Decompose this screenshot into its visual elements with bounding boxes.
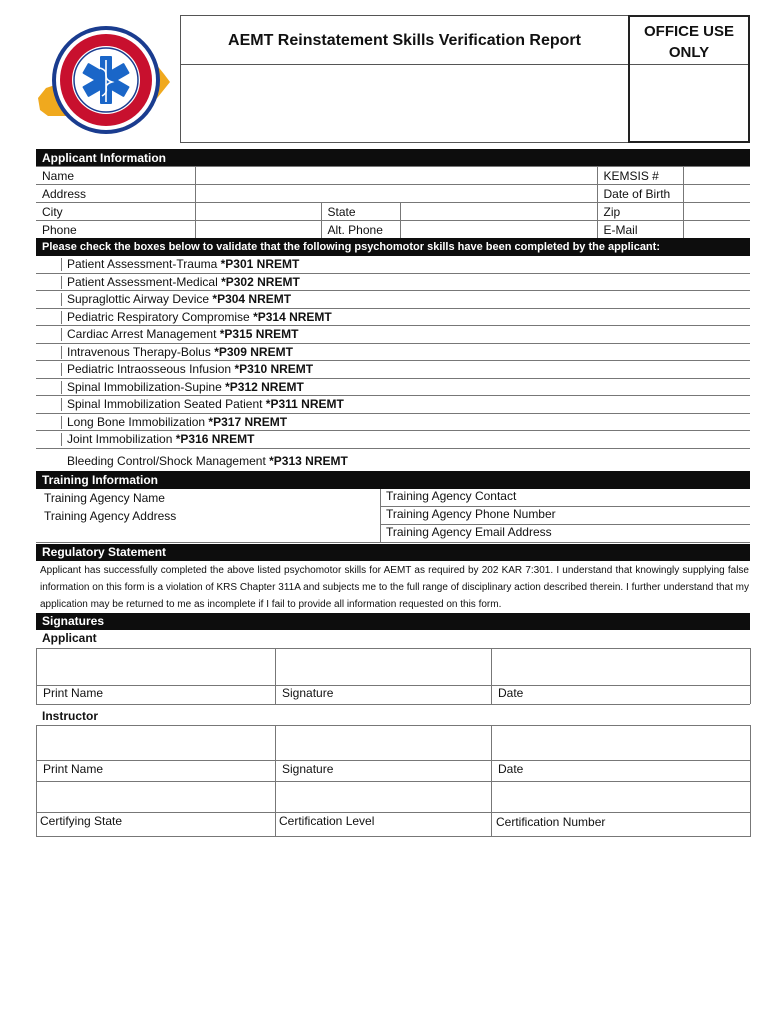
applicant-info-grid bbox=[36, 166, 750, 239]
skill-name: Spinal Immobilization Seated Patient bbox=[67, 397, 266, 411]
certification-number-label: Certification Number bbox=[496, 815, 606, 829]
skill-code: *P301 NREMT bbox=[220, 257, 300, 271]
label-agency-address: Training Agency Address bbox=[44, 509, 177, 523]
skill-row bbox=[36, 396, 750, 414]
office-use-label bbox=[630, 21, 748, 63]
skill-label bbox=[67, 292, 291, 306]
skill-label bbox=[67, 432, 254, 446]
state-field[interactable] bbox=[400, 203, 597, 221]
address-field[interactable] bbox=[195, 185, 597, 203]
certifying-state-label: Certifying State bbox=[40, 814, 123, 828]
skill-checkbox[interactable] bbox=[38, 276, 62, 289]
instructor-signature-label: Signature bbox=[282, 762, 334, 776]
skill-checkbox[interactable] bbox=[38, 258, 62, 271]
skills-instructions: Please check the boxes below to validate that the following psychomotor skills have been completed by the applicant: bbox=[36, 238, 750, 256]
training-info-header: Training Information bbox=[36, 471, 750, 489]
label-agency-phone: Training Agency Phone Number bbox=[386, 507, 556, 521]
skill-name: Joint Immobilization bbox=[67, 432, 176, 446]
skill-code: *P315 NREMT bbox=[219, 327, 299, 341]
skill-checkbox[interactable] bbox=[38, 328, 62, 341]
instructor-date-field[interactable] bbox=[492, 726, 750, 760]
skill-label bbox=[67, 275, 300, 289]
skill-name: Cardiac Arrest Management bbox=[67, 327, 220, 341]
skill-code: *P309 NREMT bbox=[214, 344, 293, 359]
skill-name: Patient Assessment-Trauma bbox=[67, 257, 221, 271]
skill-name: Pediatric Respiratory Compromise bbox=[67, 309, 254, 324]
kbems-logo bbox=[36, 18, 174, 142]
kemsis-field[interactable] bbox=[683, 167, 750, 185]
skill-label bbox=[67, 397, 344, 411]
applicant-signature-field[interactable] bbox=[276, 649, 491, 685]
instructor-date-label: Date bbox=[498, 762, 524, 776]
skill-row bbox=[36, 431, 750, 449]
instructor-print-name-label: Print Name bbox=[43, 762, 104, 776]
applicant-print-name-field[interactable] bbox=[36, 649, 275, 685]
office-use-divider bbox=[630, 64, 748, 65]
skill-name: Supraglottic Airway Device bbox=[67, 292, 213, 306]
skill-checkbox[interactable] bbox=[38, 381, 62, 394]
skill-checkbox[interactable] bbox=[38, 293, 62, 306]
skill-code: *P312 NREMT bbox=[225, 379, 304, 394]
label-alt-phone: Alt. Phone bbox=[321, 221, 400, 239]
skill-label bbox=[67, 345, 293, 359]
office-use-line2: ONLY bbox=[668, 44, 710, 61]
skill-name: Pediatric Intraosseous Infusion bbox=[67, 362, 235, 376]
certifying-state-field[interactable] bbox=[36, 782, 275, 812]
applicant-signature-label: Signature bbox=[282, 686, 334, 700]
signatures-header: Signatures bbox=[36, 613, 750, 630]
skill-code: *P316 NREMT bbox=[175, 432, 255, 446]
skill-code: *P314 NREMT bbox=[253, 309, 332, 324]
label-dob: Date of Birth bbox=[597, 185, 683, 203]
label-email: E-Mail bbox=[597, 221, 683, 239]
label-phone: Phone bbox=[36, 221, 195, 239]
label-agency-name: Training Agency Name bbox=[44, 491, 165, 505]
skill-checkbox[interactable] bbox=[38, 433, 62, 446]
applicant-subheader: Applicant bbox=[42, 631, 97, 645]
label-agency-email: Training Agency Email Address bbox=[386, 525, 552, 539]
skill-label bbox=[67, 327, 298, 341]
label-state: State bbox=[321, 203, 400, 221]
skill-label bbox=[67, 380, 304, 394]
skills-list bbox=[36, 256, 750, 470]
alt-phone-field[interactable] bbox=[400, 221, 597, 239]
instructor-print-name-field[interactable] bbox=[36, 726, 275, 760]
skill-row bbox=[36, 326, 750, 344]
skill-checkbox[interactable] bbox=[38, 363, 62, 376]
instructor-subheader: Instructor bbox=[42, 709, 99, 723]
regulatory-header: Regulatory Statement bbox=[36, 544, 750, 561]
name-field[interactable] bbox=[195, 167, 597, 185]
label-kemsis: KEMSIS # bbox=[597, 167, 683, 185]
applicant-date-field[interactable] bbox=[492, 649, 750, 685]
skill-row bbox=[36, 361, 750, 379]
email-field[interactable] bbox=[683, 221, 750, 239]
skill-row bbox=[36, 256, 750, 274]
skill-name: Long Bone Immobilization bbox=[67, 414, 209, 429]
skill-row bbox=[36, 414, 750, 432]
city-field[interactable] bbox=[195, 203, 321, 221]
applicant-date-label: Date bbox=[498, 686, 524, 700]
skill-name: Spinal Immobilization-Supine bbox=[67, 379, 226, 394]
skill-name: Intravenous Therapy-Bolus bbox=[67, 344, 215, 359]
skill-row bbox=[36, 291, 750, 309]
regulatory-text: Applicant has successfully completed the above listed psychomotor skills for AEMT as required by 202 KAR 7:301. I understand that knowingly supplying false information on this form is a violation of KRS Chapter 311A and subjects me to the full range of disciplinary action described therein. I further understand that my application may be returned to me as incomplete if I fail to provide all information requested on this form. bbox=[40, 565, 749, 610]
skill-row bbox=[36, 449, 750, 470]
skill-checkbox[interactable] bbox=[38, 311, 62, 324]
skill-name: Bleeding Control/Shock Management bbox=[67, 453, 270, 468]
dob-field[interactable] bbox=[683, 185, 750, 203]
skill-label bbox=[67, 257, 299, 271]
label-address: Address bbox=[36, 185, 195, 203]
skill-code: *P317 NREMT bbox=[208, 414, 288, 429]
skill-label bbox=[67, 454, 348, 468]
applicant-info-header: Applicant Information bbox=[36, 149, 750, 167]
skill-label bbox=[67, 310, 332, 324]
skill-code: *P302 NREMT bbox=[221, 274, 300, 289]
label-agency-contact: Training Agency Contact bbox=[386, 489, 517, 503]
skill-code: *P304 NREMT bbox=[212, 292, 292, 306]
skill-row bbox=[36, 274, 750, 292]
skill-name: Patient Assessment-Medical bbox=[67, 274, 222, 289]
skill-row bbox=[36, 309, 750, 327]
skill-row bbox=[36, 379, 750, 397]
certification-level-field[interactable] bbox=[276, 782, 491, 812]
page-title: AEMT Reinstatement Skills Verification Report bbox=[228, 32, 581, 49]
certification-level-label: Certification Level bbox=[279, 814, 375, 828]
skill-code: *P310 NREMT bbox=[234, 362, 314, 376]
instructor-signature-field[interactable] bbox=[276, 726, 491, 760]
skill-label bbox=[67, 415, 287, 429]
skill-checkbox[interactable] bbox=[38, 346, 62, 359]
office-use-box bbox=[628, 15, 750, 143]
phone-field[interactable] bbox=[195, 221, 321, 239]
skill-code: *P311 NREMT bbox=[265, 397, 344, 411]
skill-code: *P313 NREMT bbox=[269, 453, 348, 468]
certification-number-field[interactable] bbox=[492, 782, 750, 812]
zip-field[interactable] bbox=[683, 203, 750, 221]
title-box bbox=[180, 15, 629, 143]
label-zip: Zip bbox=[597, 203, 683, 221]
skill-label bbox=[67, 362, 313, 376]
label-name: Name bbox=[36, 167, 195, 185]
office-use-line1: OFFICE USE bbox=[643, 23, 734, 40]
skill-checkbox[interactable] bbox=[38, 451, 62, 464]
kbems-seal-icon bbox=[36, 18, 174, 142]
label-city: City bbox=[36, 203, 195, 221]
skill-checkbox[interactable] bbox=[38, 416, 62, 429]
title-divider bbox=[181, 64, 628, 65]
skill-checkbox[interactable] bbox=[38, 398, 62, 411]
skill-row bbox=[36, 344, 750, 362]
applicant-print-name-label: Print Name bbox=[43, 686, 104, 700]
